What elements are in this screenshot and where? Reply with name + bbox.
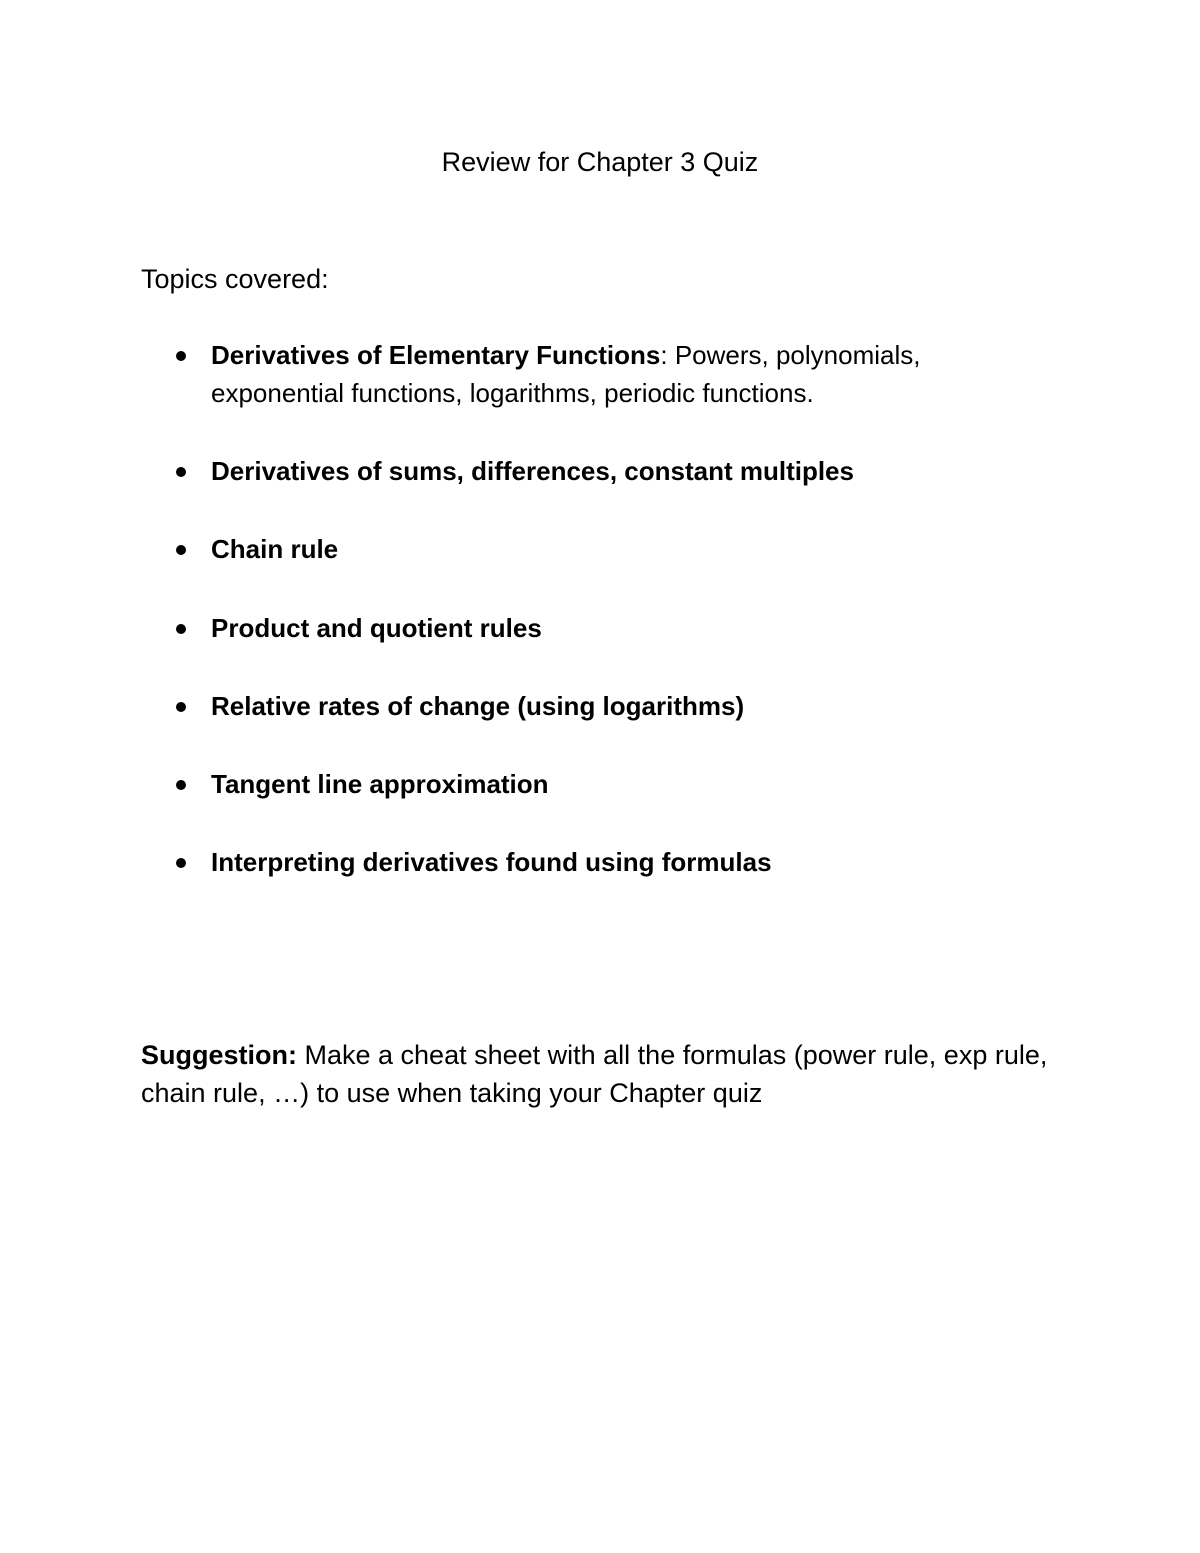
topic-text <box>211 530 1031 568</box>
document-title: Review for Chapter 3 Quiz <box>441 147 759 177</box>
bullet-icon <box>176 858 186 868</box>
topic-text <box>211 843 1031 881</box>
topic-text <box>211 452 1031 490</box>
topic-bold: Derivatives of Elementary Functions <box>211 340 661 370</box>
topic-text <box>211 765 1031 803</box>
bullet-icon <box>176 780 186 790</box>
topic-bold: Derivatives of sums, differences, constant multiples <box>211 456 854 486</box>
topic-detail: : Powers, polynomials, exponential functions, logarithms, periodic functions. <box>211 340 921 408</box>
bullet-icon <box>176 351 186 361</box>
bullet-icon <box>176 702 186 712</box>
topic-bold: Chain rule <box>211 534 339 564</box>
bullet-icon <box>176 624 186 634</box>
bullet-icon <box>176 467 186 477</box>
topic-bold: Relative rates of change (using logarithms) <box>211 691 745 721</box>
suggestion-text: Make a cheat sheet with all the formulas (power rule, exp rule, chain rule, …) to use when taking your Chapter quiz <box>141 1040 1048 1108</box>
bullet-icon <box>176 545 186 555</box>
topic-text <box>211 336 1031 412</box>
topics-intro: Topics covered: <box>141 264 329 294</box>
topic-text <box>211 609 1031 647</box>
suggestion-label: Suggestion: <box>141 1040 297 1070</box>
topic-text <box>211 687 1031 725</box>
topic-bold: Interpreting derivatives found using formulas <box>211 847 772 877</box>
topic-bold: Tangent line approximation <box>211 769 549 799</box>
suggestion-paragraph <box>141 1036 1061 1112</box>
topic-bold: Product and quotient rules <box>211 613 542 643</box>
